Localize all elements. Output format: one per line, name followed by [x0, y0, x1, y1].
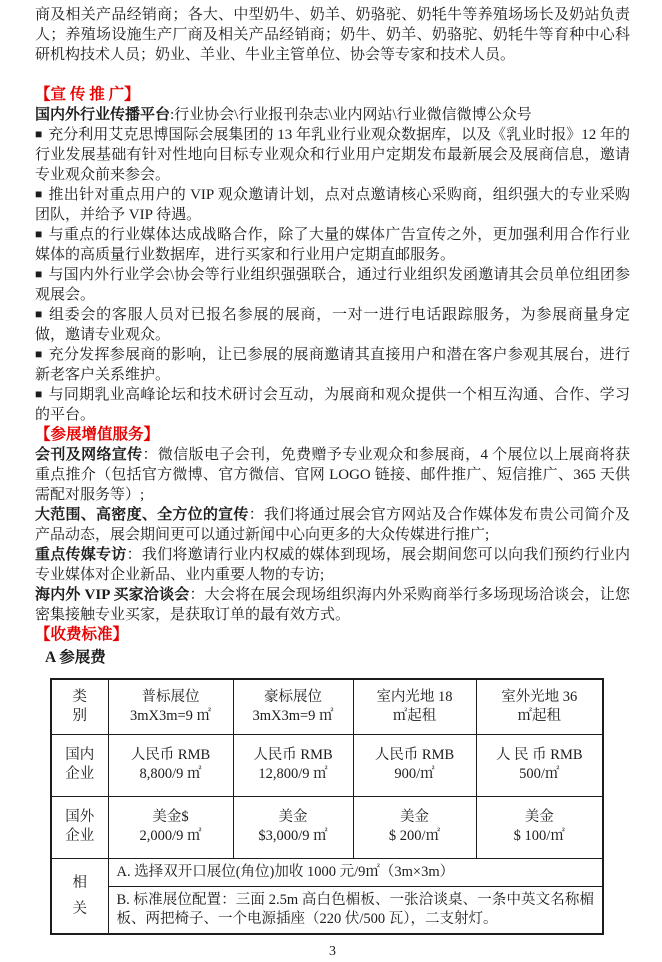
- value-added-item-2: [35, 505, 630, 545]
- promotion-bullet-3: [35, 225, 630, 265]
- promotion-bullet-6: [35, 345, 630, 385]
- section-title-value-added: 【参展增值服务】: [35, 426, 160, 443]
- square-bullet-icon: ■: [35, 387, 43, 401]
- promotion-bullet-4: [35, 265, 630, 305]
- cell-deluxe-booth: 豪标展位 3mX3m=9 ㎡: [233, 679, 353, 734]
- cell-foreign-label: 国外 企业: [51, 796, 108, 858]
- bullet-text: 充分发挥参展商的影响，让已参展的展商邀请其直接用户和潜在客户参观其展台，进行新老客户关系维护。: [35, 347, 630, 383]
- fee-table: [50, 678, 604, 935]
- item-text: ：我们将通过展会官方网站及合作媒体发布贵公司简介及产品动态，展会期间更可以通过新闻中心向更多的大众传媒进行推广;: [35, 507, 630, 543]
- value-added-item-4: [35, 585, 630, 625]
- item-text: ：大会将在展会现场组织海内外采购商举行多场现场洽谈会，让您密集接触专业买家，是获取订单的最有效方式。: [35, 587, 630, 623]
- cell-foreign-standard-price: 美金$ 2,000/9 ㎡: [108, 796, 233, 858]
- section-title-promotion: 【宣 传 推 广】: [35, 86, 140, 103]
- cell-domestic-label: 国内 企业: [51, 734, 108, 796]
- fees-subtitle: A 参展费: [45, 649, 106, 666]
- section-title-fees: 【收费标准】: [35, 626, 129, 643]
- item-text: ：微信版电子会刊，免费赠予专业观众和参展商，4 个展位以上展商将获重点推介（包括官方微博、官方微信、官网 LOGO 链接、邮件推广、短信推广、365 天供需配对服务等）;: [35, 447, 630, 503]
- cell-foreign-indoor-price: 美金 $ 200/㎡: [353, 796, 476, 858]
- square-bullet-icon: ■: [35, 227, 43, 241]
- platform-label: 国内外行业传播平台: [35, 107, 171, 123]
- item-label: 会刊及网络宣传: [35, 447, 143, 463]
- fee-table-foreign-row: [51, 796, 603, 858]
- item-text: ：我们将邀请行业内权威的媒体到现场，展会期间您可以向我们预约行业内专业媒体对企业新品、业内重要人物的专访;: [35, 547, 630, 583]
- fee-table-domestic-row: [51, 734, 603, 796]
- fee-table-header-row: [51, 679, 603, 734]
- platform-paragraph: [35, 105, 630, 125]
- square-bullet-icon: ■: [35, 307, 43, 321]
- cell-indoor-space: 室内光地 18 ㎡起租: [353, 679, 476, 734]
- bullet-text: 与同期乳业高峰论坛和技术研讨会互动，为展商和观众提供一个相互沟通、合作、学习的平台。: [35, 387, 630, 423]
- promotion-bullet-5: [35, 305, 630, 345]
- square-bullet-icon: ■: [35, 187, 43, 201]
- bullet-text: 与重点的行业媒体达成战略合作，除了大量的媒体广告宣传之外，更加强利用合作行业媒体的高质量行业数据库，进行买家和行业用户定期直邮服务。: [35, 227, 630, 263]
- fee-table-related-row-b: [51, 886, 603, 934]
- bullet-text: 与国内外行业学会\协会等行业组织强强联合，通过行业组织发函邀请其会员单位组团参观展会。: [35, 267, 631, 303]
- promotion-bullet-7: [35, 385, 630, 425]
- platform-text: :行业协会\行业报刊杂志\业内网站\行业微信微博公众号: [170, 107, 532, 123]
- cell-domestic-standard-price: 人民币 RMB 8,800/9 ㎡: [108, 734, 233, 796]
- square-bullet-icon: ■: [35, 347, 43, 361]
- intro-paragraph: 商及相关产品经销商；各大、中型奶牛、奶羊、奶骆驼、奶牦牛等养殖场场长及奶站负责人；养殖场设施生产厂商及相关产品经销商；奶牛、奶羊、奶骆驼、奶牦牛等育种中心科研机构技术人员；奶业、羊业、牛业主管单位、协会等专家和技术人员。: [35, 7, 630, 63]
- cell-domestic-deluxe-price: 人民币 RMB 12,800/9 ㎡: [233, 734, 353, 796]
- cell-outdoor-space: 室外光地 36 ㎡起租: [476, 679, 603, 734]
- cell-standard-booth: 普标展位 3mX3m=9 ㎡: [108, 679, 233, 734]
- cell-category: 类 别: [51, 679, 108, 734]
- promotion-bullet-1: [35, 125, 630, 185]
- bullet-text: 组委会的客服人员对已报名参展的展商，一对一进行电话跟踪服务，为参展商量身定做，邀请专业观众。: [35, 307, 631, 343]
- value-added-item-1: [35, 445, 630, 505]
- value-added-item-3: [35, 545, 630, 585]
- cell-foreign-outdoor-price: 美金 $ 100/㎡: [476, 796, 603, 858]
- cell-domestic-indoor-price: 人民币 RMB 900/㎡: [353, 734, 476, 796]
- item-label: 重点传媒专访: [35, 547, 127, 563]
- fee-table-related-row-a: [51, 858, 603, 886]
- square-bullet-icon: ■: [35, 267, 43, 281]
- item-label: 大范围、高密度、全方位的宣传: [35, 507, 249, 523]
- promotion-bullet-2: [35, 185, 630, 225]
- item-label: 海内外 VIP 买家洽谈会: [35, 587, 190, 603]
- cell-domestic-outdoor-price: 人 民 币 RMB 500/㎡: [476, 734, 603, 796]
- bullet-text: 推出针对重点用户的 VIP 观众邀请计划，点对点邀请核心采购商，组织强大的专业采购团队，并给予 VIP 待遇。: [35, 187, 630, 223]
- cell-note-a: A. 选择双开口展位(角位)加收 1000 元/9㎡（3m×3m）: [108, 858, 603, 886]
- cell-note-b: B. 标准展位配置：三面 2.5m 高白色楣板、一张洽谈桌、一条中英文名称楣板、两把椅子、一个电源插座（220 伏/500 瓦），二支射灯。: [108, 886, 603, 934]
- square-bullet-icon: ■: [35, 127, 43, 141]
- cell-foreign-deluxe-price: 美金 $3,000/9 ㎡: [233, 796, 353, 858]
- page-number: 3: [329, 944, 336, 959]
- bullet-text: 充分利用艾克思博国际会展集团的 13 年乳业行业观众数据库，以及《乳业时报》12 年的行业发展基础有针对性地向目标专业观众和行业用户定期发布最新展会及展商信息，邀请专业观众前来参会。: [35, 127, 630, 183]
- cell-related-label: 相 关: [51, 858, 108, 934]
